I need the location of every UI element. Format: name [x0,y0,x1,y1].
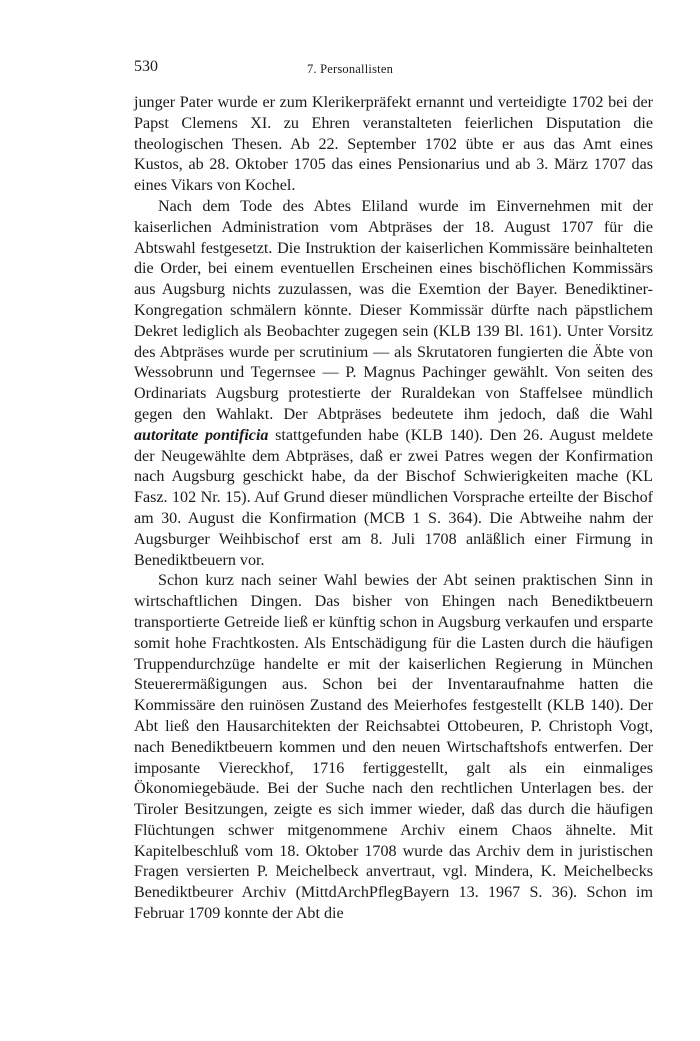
paragraph-2-part-1: Nach dem Tode des Abtes Eliland wurde im Einvernehmen mit der kaiserlichen Administration vom Abtpräses der 18. August 1707 für die Abtswahl festgesetzt. Die Instruktion der kaiserlichen Kommissäre beinhalteten die Order, bei einem eventuellen Erscheinen eines bischöflichen Kommissärs aus Augsburg nichts zuzulassen, was die Exemtion der Bayer. Benediktiner-Kongregation schmälern könnte. Dieser Kommissär dürfte nach päpstlichem Dekret lediglich als Beobachter zugegen sein (KLB 139 Bl. 161). Unter Vorsitz des Abtpräses wurde per scrutinium — als Skrutatoren fungierten die Äbte von Wessobrunn und Tegernsee — P. Magnus Pachinger gewählt. Von seiten des Ordinariats Augsburg protestierte der Ruraldekan von Staffelsee mündlich gegen den Wahlakt. Der Abtpräses bedeutete ihm jedoch, daß die Wahl [134,197,653,423]
paragraph-1: junger Pater wurde er zum Klerikerpräfekt ernannt und verteidigte 1702 bei der Papst Clemens XI. zu Ehren veranstalteten feierlichen Disputation die theologischen Thesen. Ab 22. September 1702 übte er aus das Amt eines Kustos, ab 28. Oktober 1705 das eines Pensionarius und ab 3. März 1707 das eines Vikars von Kochel. [134,94,653,195]
body-text [134,93,653,925]
running-head: 7. Personallisten [306,62,394,76]
page-number: 530 [134,58,158,75]
paragraph-3: Schon kurz nach seiner Wahl bewies der Abt seinen praktischen Sinn in wirtschaftlichen Dingen. Das bisher von Ehingen nach Benediktbeuern transportierte Getreide ließ er künftig schon in Augsburg verkaufen und ersparte somit hohe Frachtkosten. Als Entschädigung für die Lasten durch die häufigen Truppendurchzüge handelte er mit der kaiserlichen Regierung in München Steuerermäßigungen aus. Schon bei der Inventaraufnahme hatten die Kommissäre den ruinösen Zustand des Meierhofes festgestellt (KLB 140). Der Abt ließ den Hausarchitekten der Reichsabtei Ottobeuren, P. Christoph Vogt, nach Benediktbeuern kommen und den neuen Wirtschaftshofs entwerfen. Der imposante Viereckhof, 1716 fertiggestellt, galt als ein einmaliges Ökonomiegebäude. Bei der Suche nach den rechtlichen Unterlagen bes. der Tiroler Besitzungen, zeigte es sich immer wieder, daß das durch die häufigen Flüchtungen schwer mitgenommene Archiv einem Chaos ähnelte. Mit Kapitelbeschluß vom 18. Oktober 1708 wurde das Archiv dem in juristischen Fragen versierten P. Meichelbeck anvertraut, vgl. Mindera, K. Meichelbecks Benediktbeurer Archiv (MittdArchPflegBayern 13. 1967 S. 36). Schon im Februar 1709 konnte der Abt die [134,572,653,923]
paragraph-2 [134,197,653,571]
paragraph-2-part-2: stattgefunden habe (KLB 140). Den 26. August meldete der Neugewählte dem Abtpräses, daß er zwei Patres wegen der Konfirmation nach Augsburg geschickt habe, da der Bischof Schwierigkeiten mache (KL Fasz. 102 Nr. 15). Auf Grund dieser mündlichen Vorsprache erteilte der Bischof am 30. August die Konfirmation (MCB 1 S. 364). Die Abtweihe nahm der Augsburger Weihbischof erst am 8. Juli 1708 anläßlich einer Firmung in Benediktbeuern vor. [134,426,653,569]
italic-phrase: autoritate pontificia [134,426,269,444]
